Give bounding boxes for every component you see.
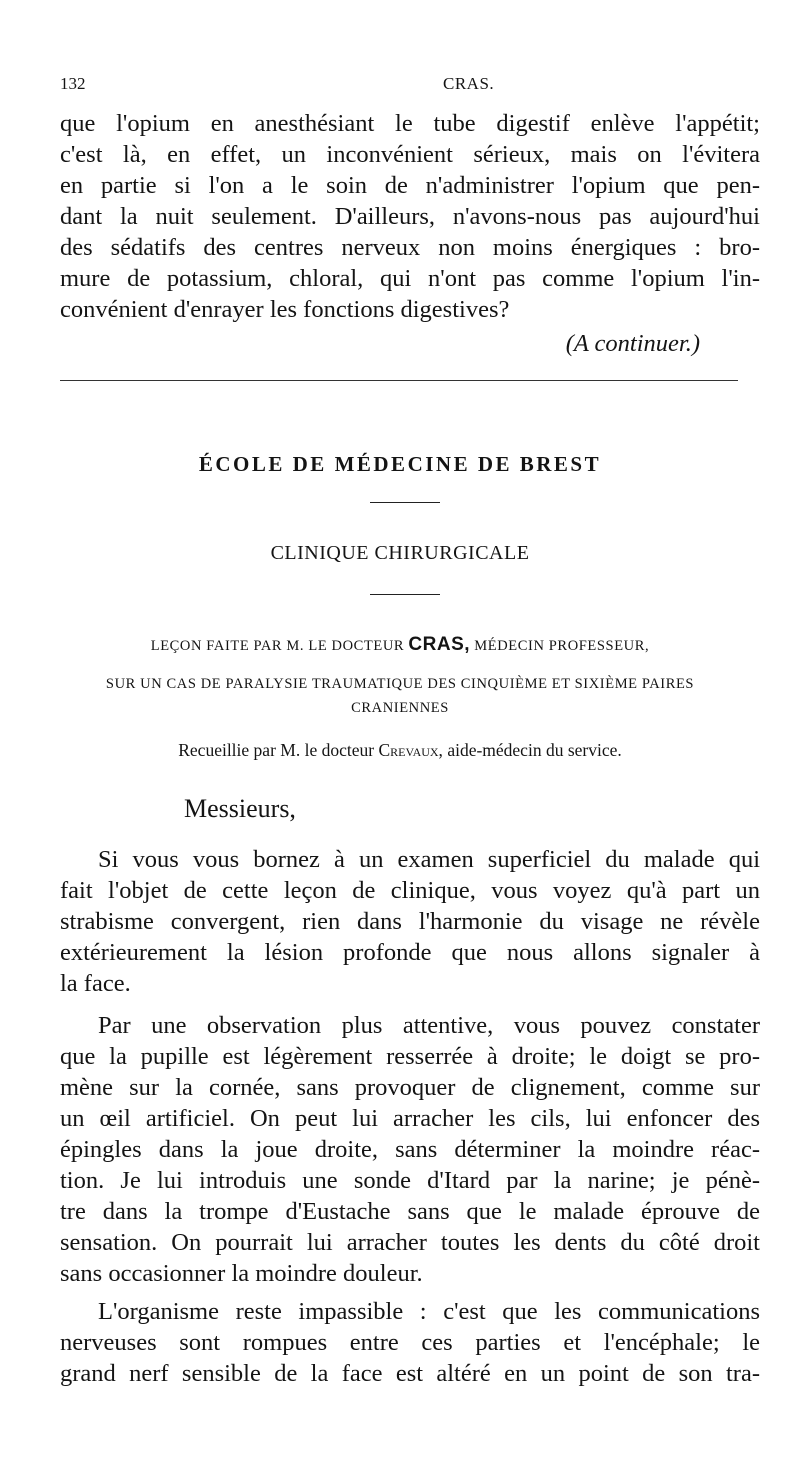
body-paragraph-1 [60,844,760,999]
lecture-prefix: LEÇON FAITE PAR M. LE DOCTEUR [150,638,405,654]
lecture-line-1 [0,634,800,656]
collector-name: Crevaux, [378,740,443,760]
text-line: grand nerf sensible de la face est altéré en un point de son tra- [60,1360,760,1387]
text-line: sensation. On pourrait lui arracher toutes les dents du côté droit [60,1229,760,1256]
text-line: Par une observation plus attentive, vous pouvez constater [98,1012,760,1039]
text-line: épingles dans la joue droite, sans déterminer la moindre réac- [60,1136,760,1163]
body-paragraph-2 [60,1010,760,1289]
clinic-title: CLINIQUE CHIRURGICALE [270,542,530,564]
subtitle-rule [370,594,440,595]
text-line: c'est là, en effet, un inconvénient sérieux, mais on l'évitera [60,141,760,168]
text-line: mure de potassium, chloral, qui n'ont pas comme l'opium l'in- [60,265,760,292]
body-paragraph-3 [60,1296,760,1389]
text-line: convénient d'enrayer les fonctions digestives? [60,296,510,323]
text-line: des sédatifs des centres nerveux non moins énergiques : bro- [60,234,760,261]
intro-paragraph [60,108,760,325]
continuation-note: (A continuer.) [565,330,700,357]
lecture-suffix: MÉDECIN PROFESSEUR, [474,638,650,654]
text-line: extérieurement la lésion profonde que nous allons signaler à [60,939,760,966]
page-header [60,74,760,98]
lecture-line-2: SUR UN CAS DE PARALYSIE TRAUMATIQUE DES CINQUIÈME ET SIXIÈME PAIRES [105,676,695,692]
running-title: CRAS. [443,74,495,93]
lecture-doctor-name: CRAS, [408,634,471,655]
text-line: strabisme convergent, rien dans l'harmonie du visage ne révèle [60,908,760,935]
text-line: nerveuses sont rompues entre ces parties et l'encéphale; le [60,1329,760,1356]
title-rule [370,502,440,503]
text-line: L'organisme reste impassible : c'est que les communications [98,1298,760,1325]
text-line: sans occasionner la moindre douleur. [60,1260,423,1287]
text-line: la face. [60,970,131,997]
text-line: Si vous vous bornez à un examen superficiel du malade qui [98,846,760,873]
text-line: en partie si l'on a le soin de n'administrer l'opium que pen- [60,172,760,199]
text-line: tre dans la trompe d'Eustache sans que le malade éprouve de [60,1198,760,1225]
section-divider [60,380,738,381]
text-line: que la pupille est légèrement resserrée à droite; le doigt se pro- [60,1043,760,1070]
text-line: tion. Je lui introduis une sonde d'Itard par la narine; je pénè- [60,1167,760,1194]
collected-prefix: Recueillie par M. le docteur [178,740,375,760]
text-line: dant la nuit seulement. D'ailleurs, n'avons-nous pas aujourd'hui [60,203,760,230]
lecture-line-3: CRANIENNES [351,700,449,716]
text-line: un œil artificiel. On peut lui arracher les cils, lui enfoncer des [60,1105,760,1132]
collected-suffix: aide-médecin du service. [447,740,622,760]
collected-by-line [0,740,800,761]
text-line: mène sur la cornée, sans provoquer de clignement, comme sur [60,1074,760,1101]
text-line: fait l'objet de cette leçon de clinique, vous voyez qu'à part un [60,877,760,904]
page-number: 132 [60,74,86,93]
school-title: ÉCOLE DE MÉDECINE DE BREST [198,452,602,476]
text-line: que l'opium en anesthésiant le tube digestif enlève l'appétit; [60,110,760,137]
salutation: Messieurs, [184,794,296,823]
